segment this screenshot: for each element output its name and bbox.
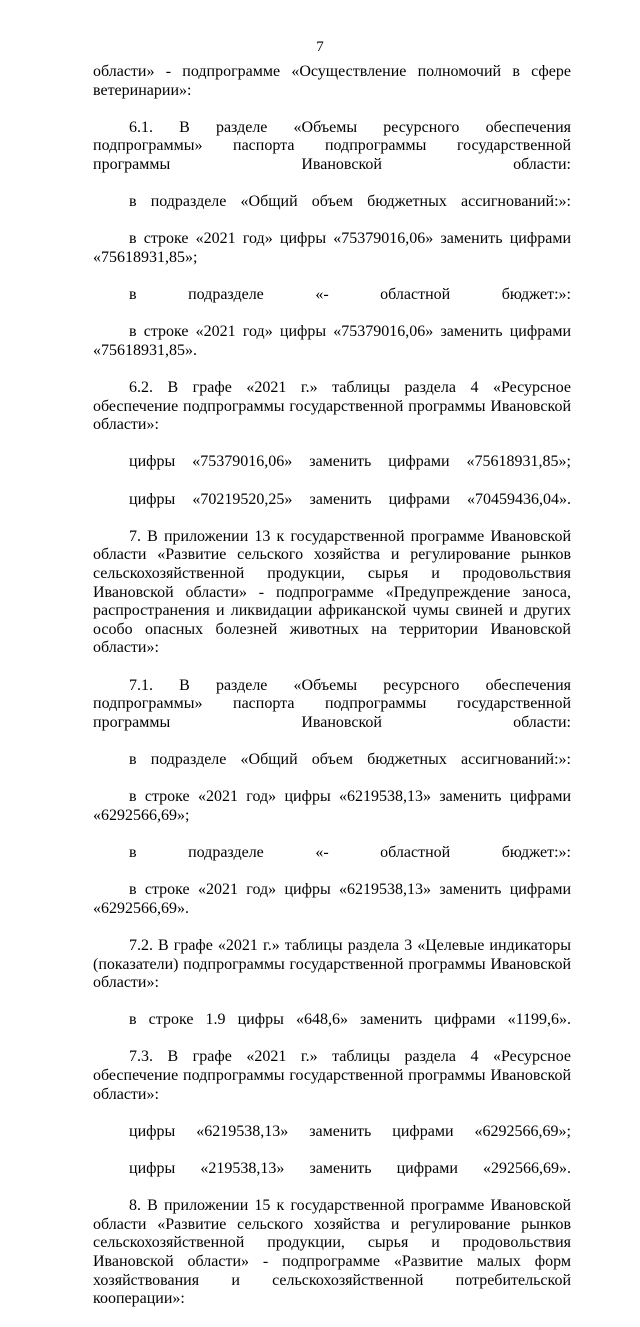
paragraph: в подразделе «- областной бюджет:»: (129, 843, 571, 861)
paragraph: 6.2. В графе «2021 г.» таблицы раздела 4 «Ресурсное обеспечение подпрограммы государственной программы Ивановской области»: (93, 379, 571, 434)
page-number: 7 (316, 39, 324, 55)
paragraph: в строке «2021 год» цифры «75379016,06» заменить цифрами «75618931,85»; (93, 230, 571, 266)
paragraph: 8. В приложении 15 к государственной программе Ивановской области «Развитие сельского хозяйства и регулирование рынков сельскохозяйственной продукции, сырья и продовольствия Ивановской области» - подпрограмме «Развитие малых форм хозяйствования и сельскохозяйственной потребительской кооперации»: (93, 1197, 571, 1308)
paragraph: цифры «75379016,06» заменить цифрами «75618931,85»; (129, 453, 571, 471)
paragraph: в строке 1.9 цифры «648,6» заменить цифрами «1199,6». (129, 1011, 571, 1029)
paragraph: 7.1. В разделе «Объемы ресурсного обеспечения подпрограммы» паспорта подпрограммы государственной программы Ивановской области: (93, 676, 571, 731)
paragraph: 7. В приложении 13 к государственной программе Ивановской области «Развитие сельского хозяйства и регулирование рынков сельскохозяйственной продукции, сырья и продовольствия Ивановской области» - подпрограмме «Предупреждение заноса, распространения и ликвидации африканской чумы свиней и других особо опасных болезней животных на территории Ивановской области»: (93, 527, 571, 657)
paragraph: в строке «2021 год» цифры «6219538,13» заменить цифрами «6292566,69»; (93, 788, 571, 824)
paragraph: цифры «219538,13» заменить цифрами «292566,69». (129, 1160, 571, 1178)
paragraph: области» - подпрограмме «Осуществление полномочий в сфере ветеринарии»: (93, 63, 571, 99)
paragraph: цифры «6219538,13» заменить цифрами «6292566,69»; (129, 1122, 571, 1140)
paragraph: в подразделе «Общий объем бюджетных ассигнований:»: (129, 193, 571, 211)
paragraph: в подразделе «Общий объем бюджетных ассигнований:»: (129, 750, 571, 768)
paragraph: в строке «2021 год» цифры «75379016,06» заменить цифрами «75618931,85». (93, 323, 571, 359)
paragraph: в строке «2021 год» цифры «6219538,13» заменить цифрами «6292566,69». (93, 881, 571, 917)
paragraph: 7.2. В графе «2021 г.» таблицы раздела 3 «Целевые индикаторы (показатели) подпрограммы государственной программы Ивановской области»: (93, 936, 571, 992)
paragraph: 7.3. В графе «2021 г.» таблицы раздела 4 «Ресурсное обеспечение подпрограммы государственной программы Ивановской области»: (93, 1048, 571, 1103)
paragraph: в подразделе «- областной бюджет:»: (129, 286, 571, 304)
document-body (93, 63, 571, 1327)
paragraph: 6.1. В разделе «Объемы ресурсного обеспечения подпрограммы» паспорта подпрограммы государственной программы Ивановской области: (93, 118, 571, 173)
paragraph: цифры «70219520,25» заменить цифрами «70459436,04». (129, 490, 571, 508)
